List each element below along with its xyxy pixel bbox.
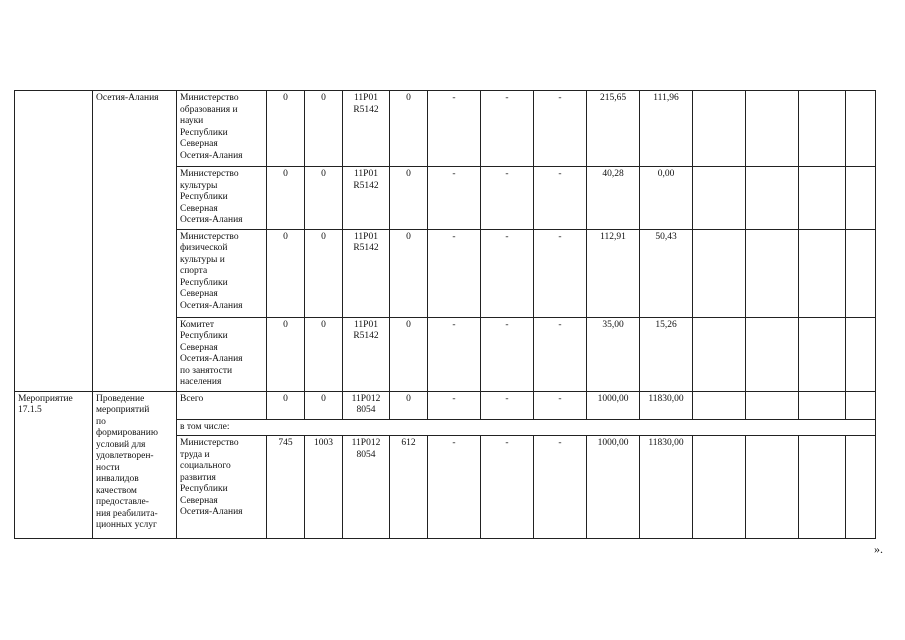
empty-cell bbox=[846, 229, 876, 317]
measure-code-cell bbox=[15, 91, 93, 392]
vr-cell: 612 bbox=[390, 436, 428, 539]
empty-cell bbox=[746, 317, 799, 391]
empty-cell bbox=[746, 229, 799, 317]
empty-cell bbox=[799, 91, 846, 167]
value-cell: 11830,00 bbox=[640, 391, 693, 419]
measure-name-cell: Осетия-Алания bbox=[93, 91, 177, 392]
csr-cell: 11Р012 8054 bbox=[343, 391, 390, 419]
closing-quote-mark: ». bbox=[874, 542, 883, 556]
table-row bbox=[15, 91, 876, 167]
measure-name-cell: Проведение мероприятий по формированию условий для удовлетворен- ности инвалидов качеством предоставле- ния реабилита- ционных услуг bbox=[93, 391, 177, 539]
dash-cell: - bbox=[534, 391, 587, 419]
rzpr-cell: 1003 bbox=[305, 436, 343, 539]
empty-cell bbox=[799, 317, 846, 391]
empty-cell bbox=[799, 167, 846, 230]
including-label-cell: в том числе: bbox=[177, 419, 876, 436]
rzpr-cell: 0 bbox=[305, 229, 343, 317]
empty-cell bbox=[799, 391, 846, 419]
executor-cell: Министерство труда и социального развития Республики Северная Осетия-Алания bbox=[177, 436, 267, 539]
grbs-cell: 0 bbox=[267, 391, 305, 419]
value-cell: 50,43 bbox=[640, 229, 693, 317]
dash-cell: - bbox=[428, 391, 481, 419]
dash-cell: - bbox=[481, 167, 534, 230]
measure-code-cell: Мероприятие 17.1.5 bbox=[15, 391, 93, 539]
value-cell: 112,91 bbox=[587, 229, 640, 317]
executor-cell: Министерство физической культуры и спорта Республики Северная Осетия-Алания bbox=[177, 229, 267, 317]
empty-cell bbox=[746, 391, 799, 419]
dash-cell: - bbox=[428, 317, 481, 391]
dash-cell: - bbox=[534, 317, 587, 391]
dash-cell: - bbox=[428, 167, 481, 230]
empty-cell bbox=[846, 167, 876, 230]
vr-cell: 0 bbox=[390, 167, 428, 230]
empty-cell bbox=[693, 91, 746, 167]
empty-cell bbox=[693, 317, 746, 391]
dash-cell: - bbox=[428, 436, 481, 539]
csr-cell: 11Р01 R5142 bbox=[343, 91, 390, 167]
grbs-cell: 0 bbox=[267, 167, 305, 230]
empty-cell bbox=[846, 391, 876, 419]
vr-cell: 0 bbox=[390, 91, 428, 167]
empty-cell bbox=[746, 91, 799, 167]
rzpr-cell: 0 bbox=[305, 317, 343, 391]
value-cell: 40,28 bbox=[587, 167, 640, 230]
value-cell: 1000,00 bbox=[587, 436, 640, 539]
dash-cell: - bbox=[534, 229, 587, 317]
grbs-cell: 0 bbox=[267, 317, 305, 391]
dash-cell: - bbox=[534, 436, 587, 539]
empty-cell bbox=[746, 167, 799, 230]
value-cell: 0,00 bbox=[640, 167, 693, 230]
empty-cell bbox=[799, 229, 846, 317]
executor-cell: Всего bbox=[177, 391, 267, 419]
budget-table bbox=[14, 90, 876, 539]
table-row bbox=[15, 391, 876, 419]
empty-cell bbox=[846, 91, 876, 167]
rzpr-cell: 0 bbox=[305, 91, 343, 167]
csr-cell: 11Р01 R5142 bbox=[343, 229, 390, 317]
dash-cell: - bbox=[481, 317, 534, 391]
value-cell: 215,65 bbox=[587, 91, 640, 167]
empty-cell bbox=[693, 436, 746, 539]
empty-cell bbox=[693, 167, 746, 230]
empty-cell bbox=[846, 317, 876, 391]
csr-cell: 11Р012 8054 bbox=[343, 436, 390, 539]
dash-cell: - bbox=[534, 167, 587, 230]
value-cell: 111,96 bbox=[640, 91, 693, 167]
dash-cell: - bbox=[481, 229, 534, 317]
dash-cell: - bbox=[481, 391, 534, 419]
empty-cell bbox=[746, 436, 799, 539]
grbs-cell: 0 bbox=[267, 229, 305, 317]
value-cell: 1000,00 bbox=[587, 391, 640, 419]
empty-cell bbox=[693, 391, 746, 419]
executor-cell: Министерство образования и науки Республики Северная Осетия-Алания bbox=[177, 91, 267, 167]
empty-cell bbox=[693, 229, 746, 317]
grbs-cell: 745 bbox=[267, 436, 305, 539]
dash-cell: - bbox=[428, 91, 481, 167]
dash-cell: - bbox=[534, 91, 587, 167]
csr-cell: 11Р01 R5142 bbox=[343, 317, 390, 391]
rzpr-cell: 0 bbox=[305, 391, 343, 419]
rzpr-cell: 0 bbox=[305, 167, 343, 230]
vr-cell: 0 bbox=[390, 317, 428, 391]
vr-cell: 0 bbox=[390, 229, 428, 317]
value-cell: 35,00 bbox=[587, 317, 640, 391]
vr-cell: 0 bbox=[390, 391, 428, 419]
dash-cell: - bbox=[481, 91, 534, 167]
executor-cell: Министерство культуры Республики Северная Осетия-Алания bbox=[177, 167, 267, 230]
value-cell: 15,26 bbox=[640, 317, 693, 391]
dash-cell: - bbox=[481, 436, 534, 539]
value-cell: 11830,00 bbox=[640, 436, 693, 539]
empty-cell bbox=[846, 436, 876, 539]
grbs-cell: 0 bbox=[267, 91, 305, 167]
empty-cell bbox=[799, 436, 846, 539]
csr-cell: 11Р01 R5142 bbox=[343, 167, 390, 230]
executor-cell: Комитет Республики Северная Осетия-Алания по занятости населения bbox=[177, 317, 267, 391]
dash-cell: - bbox=[428, 229, 481, 317]
